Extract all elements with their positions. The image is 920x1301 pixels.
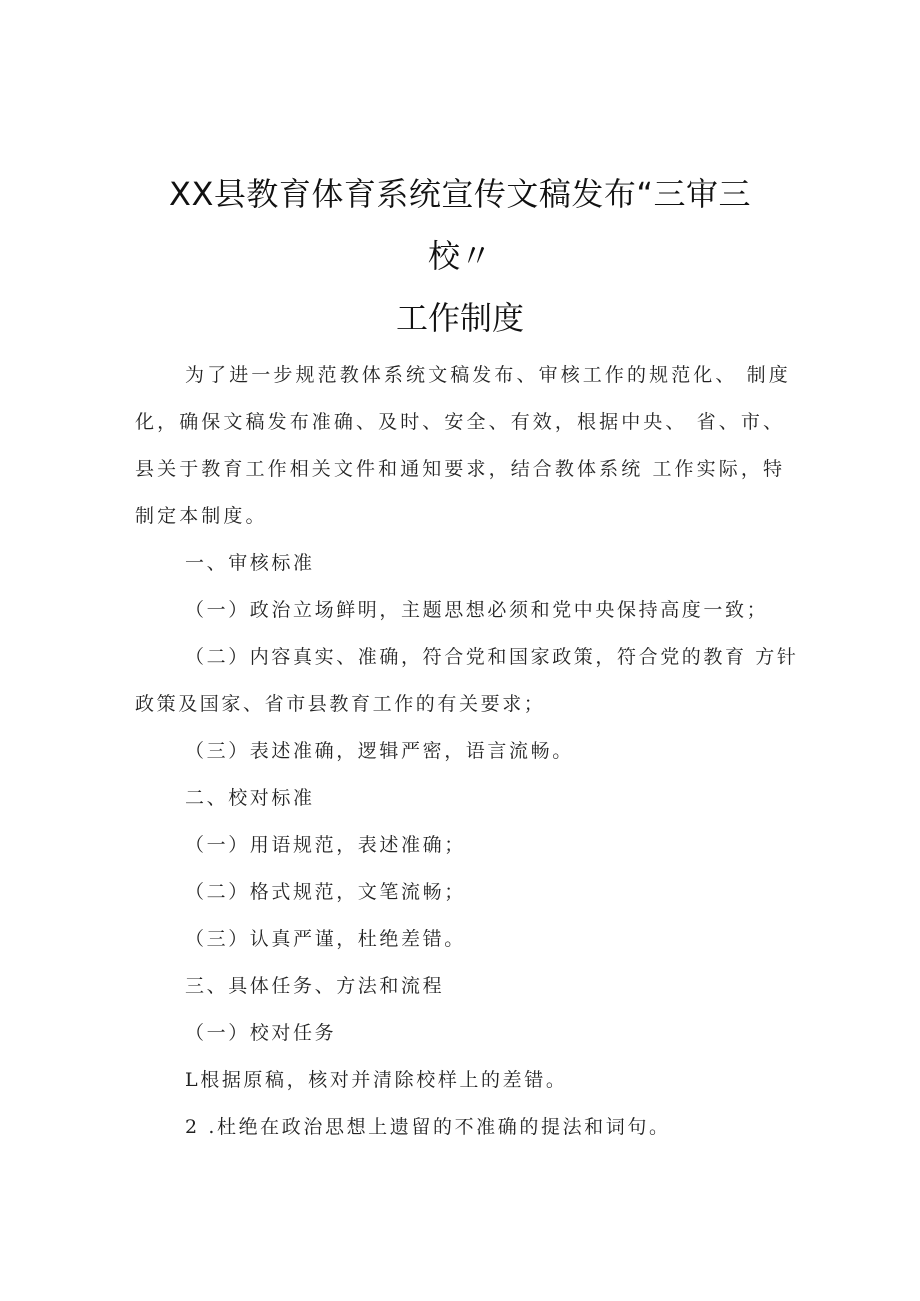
task-point-1: L根据原稿，核对并清除校样上的差错。 [185, 1069, 568, 1091]
proofreading-item-3: （三）认真严谨，杜绝差错。 [185, 928, 466, 950]
intro-paragraph: 为了进一步规范教体系统文稿发布、审核工作的规范化、 制度化，确保文稿发布准确、及时、安全、有效，根据中央、 省、市、县关于教育工作相关文件和通知要求，结合教体系统 工作实际，特制定本制度。 [135, 364, 791, 527]
section-heading-tasks: 三、具体任务、方法和流程 [185, 975, 445, 997]
document-title [0, 163, 920, 349]
proofreading-item-2: （二）格式规范，文笔流畅； [185, 881, 466, 903]
proofreading-item-1: （一）用语规范，表述准确； [185, 834, 466, 856]
review-item-1: （一）政治立场鲜明，主题思想必须和党中央保持高度一致； [185, 599, 769, 621]
section-heading-proofreading-standards: 二、校对标准 [185, 787, 315, 809]
review-item-3: （三）表述准确，逻辑严密，语言流畅。 [185, 740, 574, 762]
document-body [135, 352, 799, 1151]
title-line-1: XX县教育体育系统宣传文稿发布“三审三 [169, 175, 751, 213]
tasks-subheading-1: （一）校对任务 [185, 1022, 337, 1044]
review-item-2-line-1: （二）内容真实、准确，符合党和国家政策，符合党的教育 方针 [185, 646, 799, 668]
title-line-2: 校〃 [427, 237, 492, 275]
review-item-2-line-2: 政策及国家、省市县教育工作的有关要求； [135, 693, 546, 715]
title-line-3: 工作制度 [395, 299, 524, 337]
section-heading-review-standards: 一、审核标准 [185, 552, 315, 574]
task-point-2: 2 .杜绝在政治思想上遗留的不准确的提法和词句。 [185, 1116, 671, 1138]
